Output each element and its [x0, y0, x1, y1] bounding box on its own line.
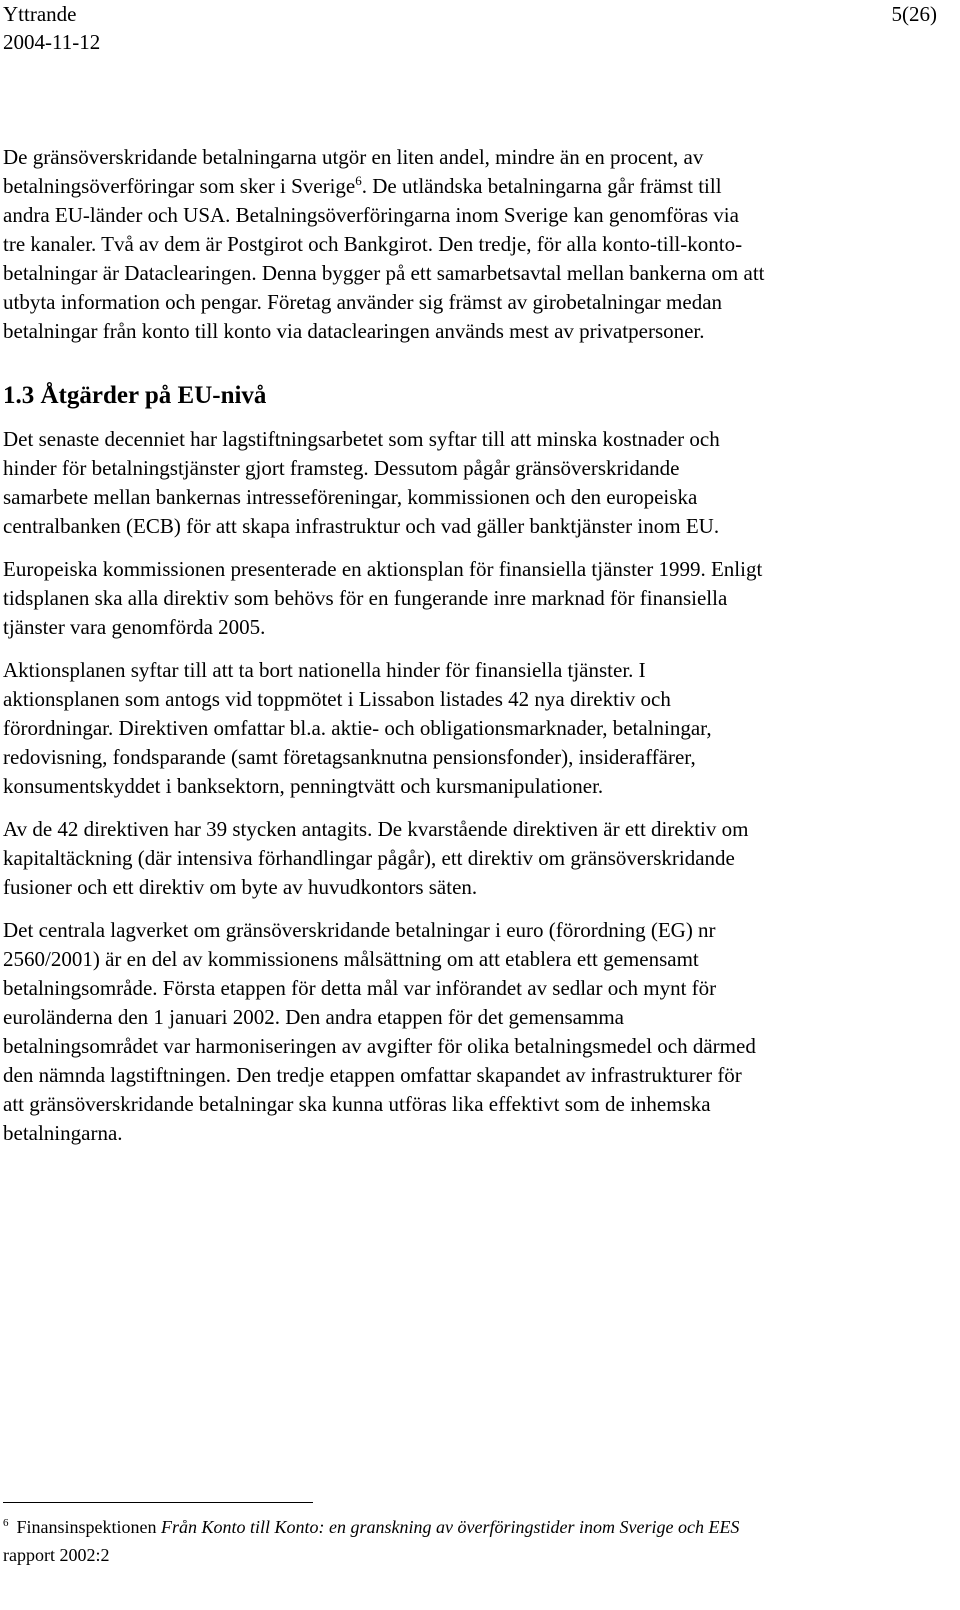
paragraph-action-plan-goals: Aktionsplanen syftar till att ta bort nationella hinder för finansiella tjänster. I aktionsplanen som antogs vid toppmötet i Lissabon listades 42 nya direktiv och förordningar. Direktiven omfattar bl.a. aktie- och obligationsmarknader, betalningar, redovisning, fondsparande (samt företagsanknutna pensionsfonder), insideraffärer, konsumentskyddet i banksektorn, penningtvätt och kursmanipulationer. — [3, 658, 712, 798]
paragraph-payments-overview — [3, 143, 765, 346]
document-header — [3, 0, 100, 56]
footnote-title: Från Konto till Konto: en granskning av överföringstider inom Sverige och EES — [161, 1517, 740, 1537]
footnote-reference: 6 — [355, 173, 362, 188]
page-number: 5(26) — [891, 2, 937, 26]
paragraph-text: . De utländska betalningarna går främst till andra EU-länder och USA. Betalningsöverföringarna inom Sverige kan genomföras via tre kanaler. Två av dem är Postgirot och Bankgirot. Den tredje, för alla konto-till-konto-betalningar är Dataclearingen. Denna bygger på ett samarbetsavtal mellan bankerna om att utbyta information och pengar. Företag använder sig främst av girobetalningar medan betalningar från konto till konto via dataclearingen används mest av privatpersoner. — [3, 174, 765, 343]
document-date: 2004-11-12 — [3, 30, 101, 54]
paragraph-directives-status: Av de 42 direktiven har 39 stycken antagits. De kvarstående direktiven är ett direktiv om kapitaltäckning (där intensiva förhandlingar pågår), ett direktiv om gränsöverskridande fusioner och ett direktiv om byte av huvudkontors säten. — [3, 817, 749, 899]
paragraph-regulation: Det centrala lagverket om gränsöverskridande betalningar i euro (förordning (EG) nr 2560/2001) är en del av kommissionens målsättning om att etablera ett gemensamt betalningsområde. Första etappen för detta mål var införandet av sedlar och mynt för euroländerna den 1 januari 2002. Den andra etappen för det gemensamma betalningsområdet var harmoniseringen av avgifter för olika betalningsmedel och därmed den nämnda lagstiftningen. Den tredje etappen omfattar skapandet av infrastrukturer för att gränsöverskridande betalningar ska kunna utföras lika effektivt som de inhemska betalningarna. — [3, 918, 756, 1145]
section-heading: 1.3 Åtgärder på EU-nivå — [3, 382, 267, 409]
paragraph-legislation: Det senaste decenniet har lagstiftningsarbetet som syftar till att minska kostnader och hinder för betalningstjänster gjort framsteg. Dessutom pågår gränsöverskridande samarbete mellan bankernas intresseföreningar, kommissionen och den europeiska centralbanken (ECB) för att skapa infrastruktur och vad gäller banktjänster inom EU. — [3, 427, 720, 538]
paragraph-action-plan: Europeiska kommissionen presenterade en aktionsplan för finansiella tjänster 1999. Enligt tidsplanen ska alla direktiv som behövs för en fungerande inre marknad för finansiella tjänster vara genomförda 2005. — [3, 557, 763, 639]
footnote-divider — [3, 1502, 313, 1503]
footnote — [3, 1513, 773, 1569]
document-title: Yttrande — [3, 2, 77, 26]
paragraph-text: De gränsöverskridande betalningarna utgör en liten andel, mindre än en procent, av betalningsöverföringar som sker i Sverige — [3, 145, 704, 198]
footnote-suffix: rapport 2002:2 — [3, 1545, 110, 1565]
footnote-number: 6 — [3, 1517, 9, 1529]
document-body — [3, 143, 765, 1162]
footnote-author: Finansinspektionen — [16, 1517, 157, 1537]
